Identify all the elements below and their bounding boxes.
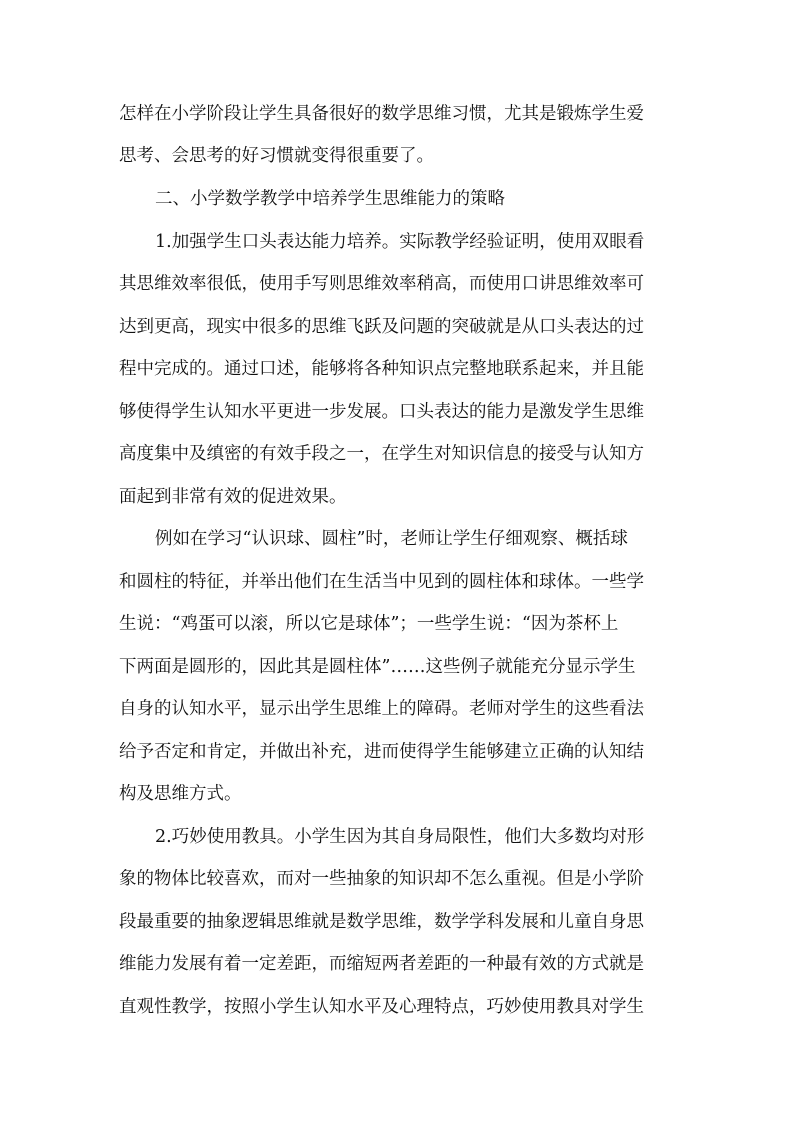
text-line: 高度集中及缜密的有效手段之一，在学生对知识信息的接受与认知方: [119, 444, 644, 464]
text-line: 维能力发展有着一定差距，而缩短两者差距的一种最有效的方式就是: [119, 954, 644, 974]
text-line: 1.加强学生口头表达能力培养。实际教学经验证明，使用双眼看: [155, 232, 645, 252]
text-line: 自身的认知水平，显示出学生思维上的障碍。老师对学生的这些看法: [119, 699, 644, 719]
text-line: 例如在学习“认识球、圆柱”时，老师让学生仔细观察、概括球: [155, 529, 628, 549]
text-line: 其思维效率很低，使用手写则思维效率稍高，而使用口讲思维效率可: [119, 274, 644, 294]
text-line: 和圆柱的特征，并举出他们在生活当中见到的圆柱体和球体。一些学: [119, 572, 644, 592]
text-line: 够使得学生认知水平更进一步发展。口头表达的能力是激发学生思维: [119, 402, 644, 422]
text-line: 下两面是圆形的，因此其是圆柱体”……这些例子就能充分显示学生: [119, 657, 636, 677]
text-line: 2.巧妙使用教具。小学生因为其自身局限性，他们大多数均对形: [155, 827, 645, 847]
text-line: 怎样在小学阶段让学生具备很好的数学思维习惯，尤其是锻炼学生爱: [119, 104, 644, 124]
text-line: 生说：“鸡蛋可以滚，所以它是球体”；一些学生说：“因为茶杯上: [119, 614, 619, 634]
text-line: 直观性教学，按照小学生认知水平及心理特点，巧妙使用教具对学生: [119, 997, 644, 1017]
text-line: 段最重要的抽象逻辑思维就是数学思维，数学学科发展和儿童自身思: [119, 912, 644, 932]
text-line: 达到更高，现实中很多的思维飞跃及问题的突破就是从口头表达的过: [119, 317, 644, 337]
text-line: 面起到非常有效的促进效果。: [119, 487, 347, 507]
text-line: 程中完成的。通过口述，能够将各种知识点完整地联系起来，并且能: [119, 359, 644, 379]
section-heading: 二、小学数学教学中培养学生思维能力的策略: [155, 189, 505, 209]
text-line: 构及思维方式。: [119, 784, 242, 804]
text-line: 象的物体比较喜欢，而对一些抽象的知识却不怎么重视。但是小学阶: [119, 869, 644, 889]
text-line: 给予否定和肯定，并做出补充，进而使得学生能够建立正确的认知结: [119, 742, 644, 762]
text-line: 思考、会思考的好习惯就变得很重要了。: [119, 146, 434, 166]
